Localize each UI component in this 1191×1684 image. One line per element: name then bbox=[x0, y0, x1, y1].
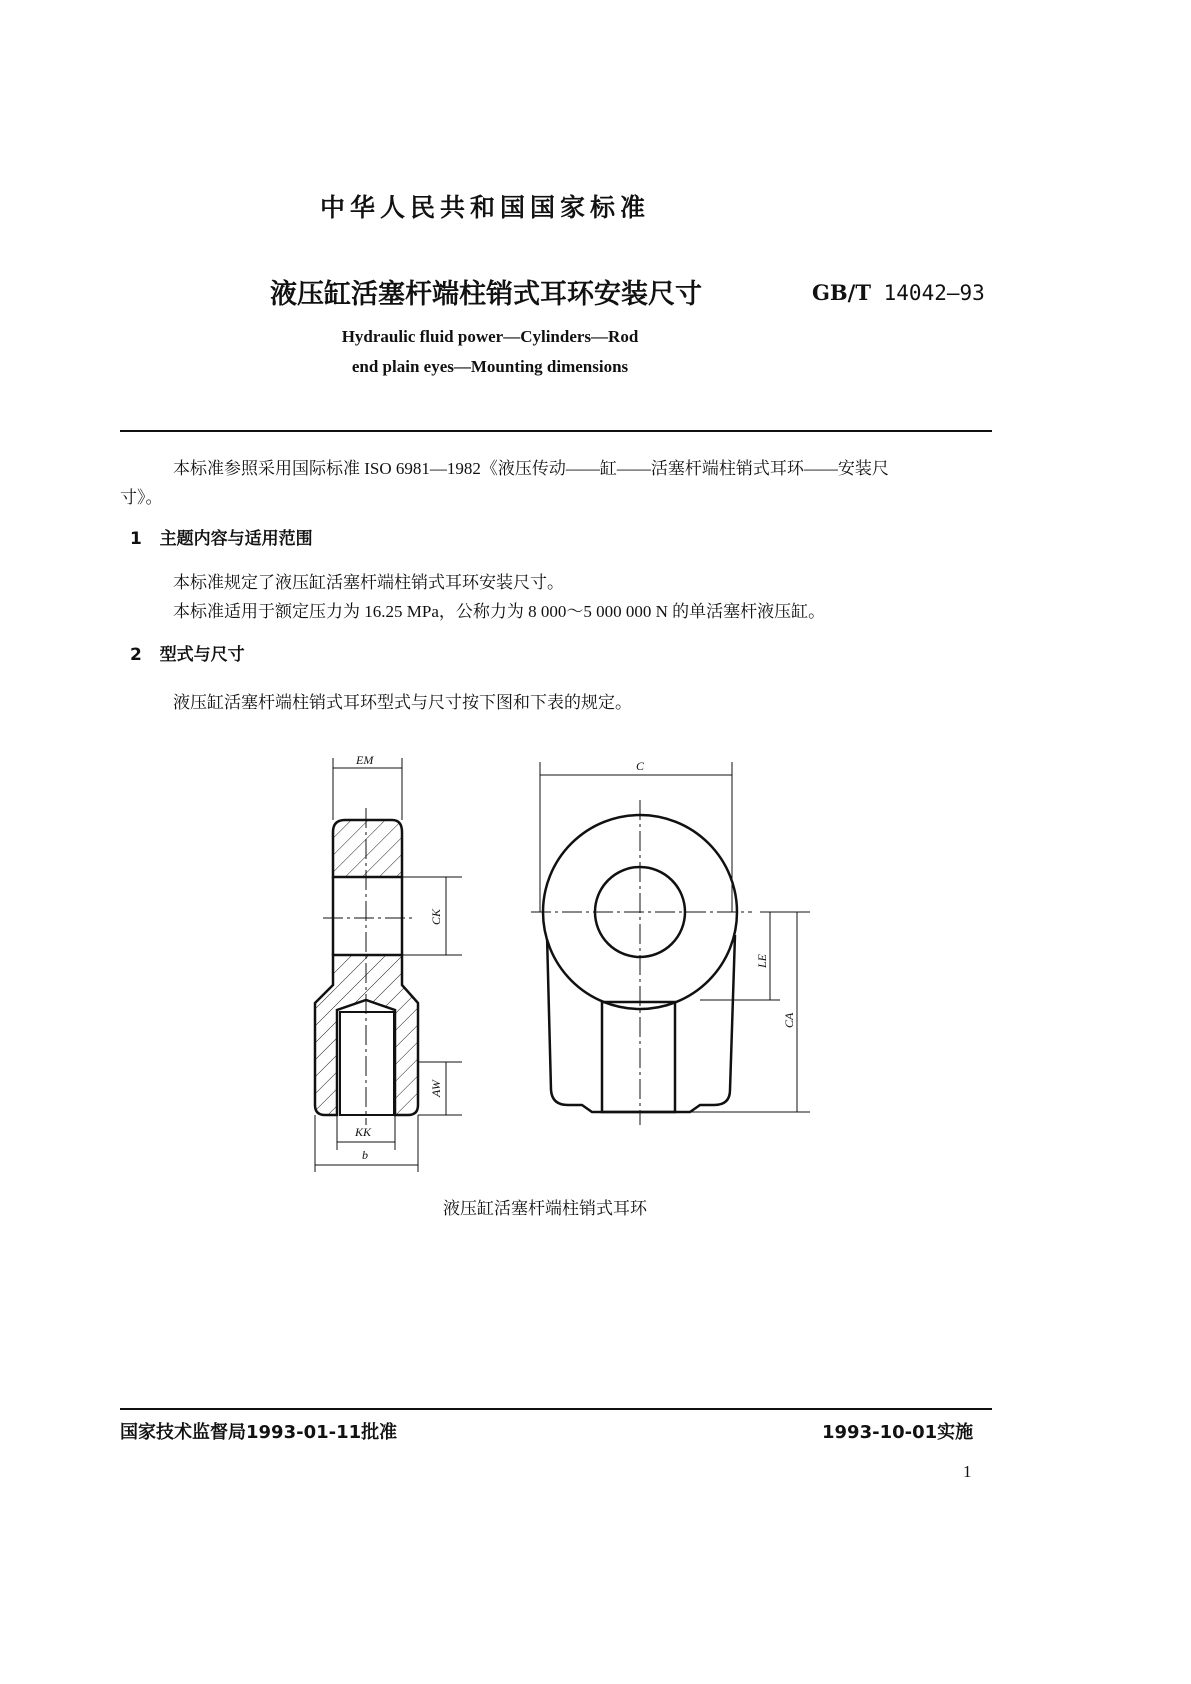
dim-label-ck: CK bbox=[429, 908, 443, 925]
section-1-para-2: 本标准适用于额定压力为 16.25 MPa，公称力为 8 000～5 000 000 N 的单活塞杆液压缸。 bbox=[173, 602, 826, 621]
code-number: 14042—93 bbox=[883, 281, 985, 305]
national-standard-heading: 中华人民共和国国家标准 bbox=[319, 193, 650, 222]
section-title: 型式与尺寸 bbox=[159, 645, 245, 665]
intro-line2: 寸》。 bbox=[120, 488, 163, 507]
section-number: 2 bbox=[130, 645, 142, 665]
section-2-para-1: 液压缸活塞杆端柱销式耳环型式与尺寸按下图和下表的规定。 bbox=[173, 693, 632, 712]
dim-label-c: C bbox=[636, 759, 645, 773]
dim-label-ca: CA bbox=[782, 1012, 796, 1028]
section-number: 1 bbox=[130, 529, 142, 549]
intro-line1: 本标准参照采用国际标准 ISO 6981—1982《液压传动——缸——活塞杆端柱销式耳环——安装尺 bbox=[173, 459, 889, 478]
dim-label-le: LE bbox=[755, 953, 769, 968]
section-title: 主题内容与适用范围 bbox=[159, 529, 313, 549]
standard-title-cn: 液压缸活塞杆端柱销式耳环安装尺寸 bbox=[270, 279, 702, 310]
title-en-line1: Hydraulic fluid power—Cylinders—Rod bbox=[341, 327, 639, 346]
figure-caption: 液压缸活塞杆端柱销式耳环 bbox=[443, 1199, 647, 1218]
dim-label-b: b bbox=[362, 1148, 368, 1162]
code-prefix: GB/T bbox=[812, 280, 871, 305]
page-number: 1 bbox=[963, 1462, 972, 1481]
front-view bbox=[531, 762, 810, 1125]
dim-label-kk: KK bbox=[355, 1125, 372, 1139]
approval-date: 国家技术监督局1993-01-11批准 bbox=[120, 1422, 398, 1443]
dim-label-aw: AW bbox=[429, 1080, 443, 1097]
side-section-view bbox=[315, 758, 462, 1172]
effective-date: 1993-10-01实施 bbox=[822, 1422, 974, 1443]
title-en-line2: end plain eyes—Mounting dimensions bbox=[351, 357, 629, 376]
section-1-para-1: 本标准规定了液压缸活塞杆端柱销式耳环安装尺寸。 bbox=[173, 573, 564, 592]
footer-rule bbox=[120, 1408, 992, 1410]
dim-label-em: EM bbox=[356, 753, 374, 767]
